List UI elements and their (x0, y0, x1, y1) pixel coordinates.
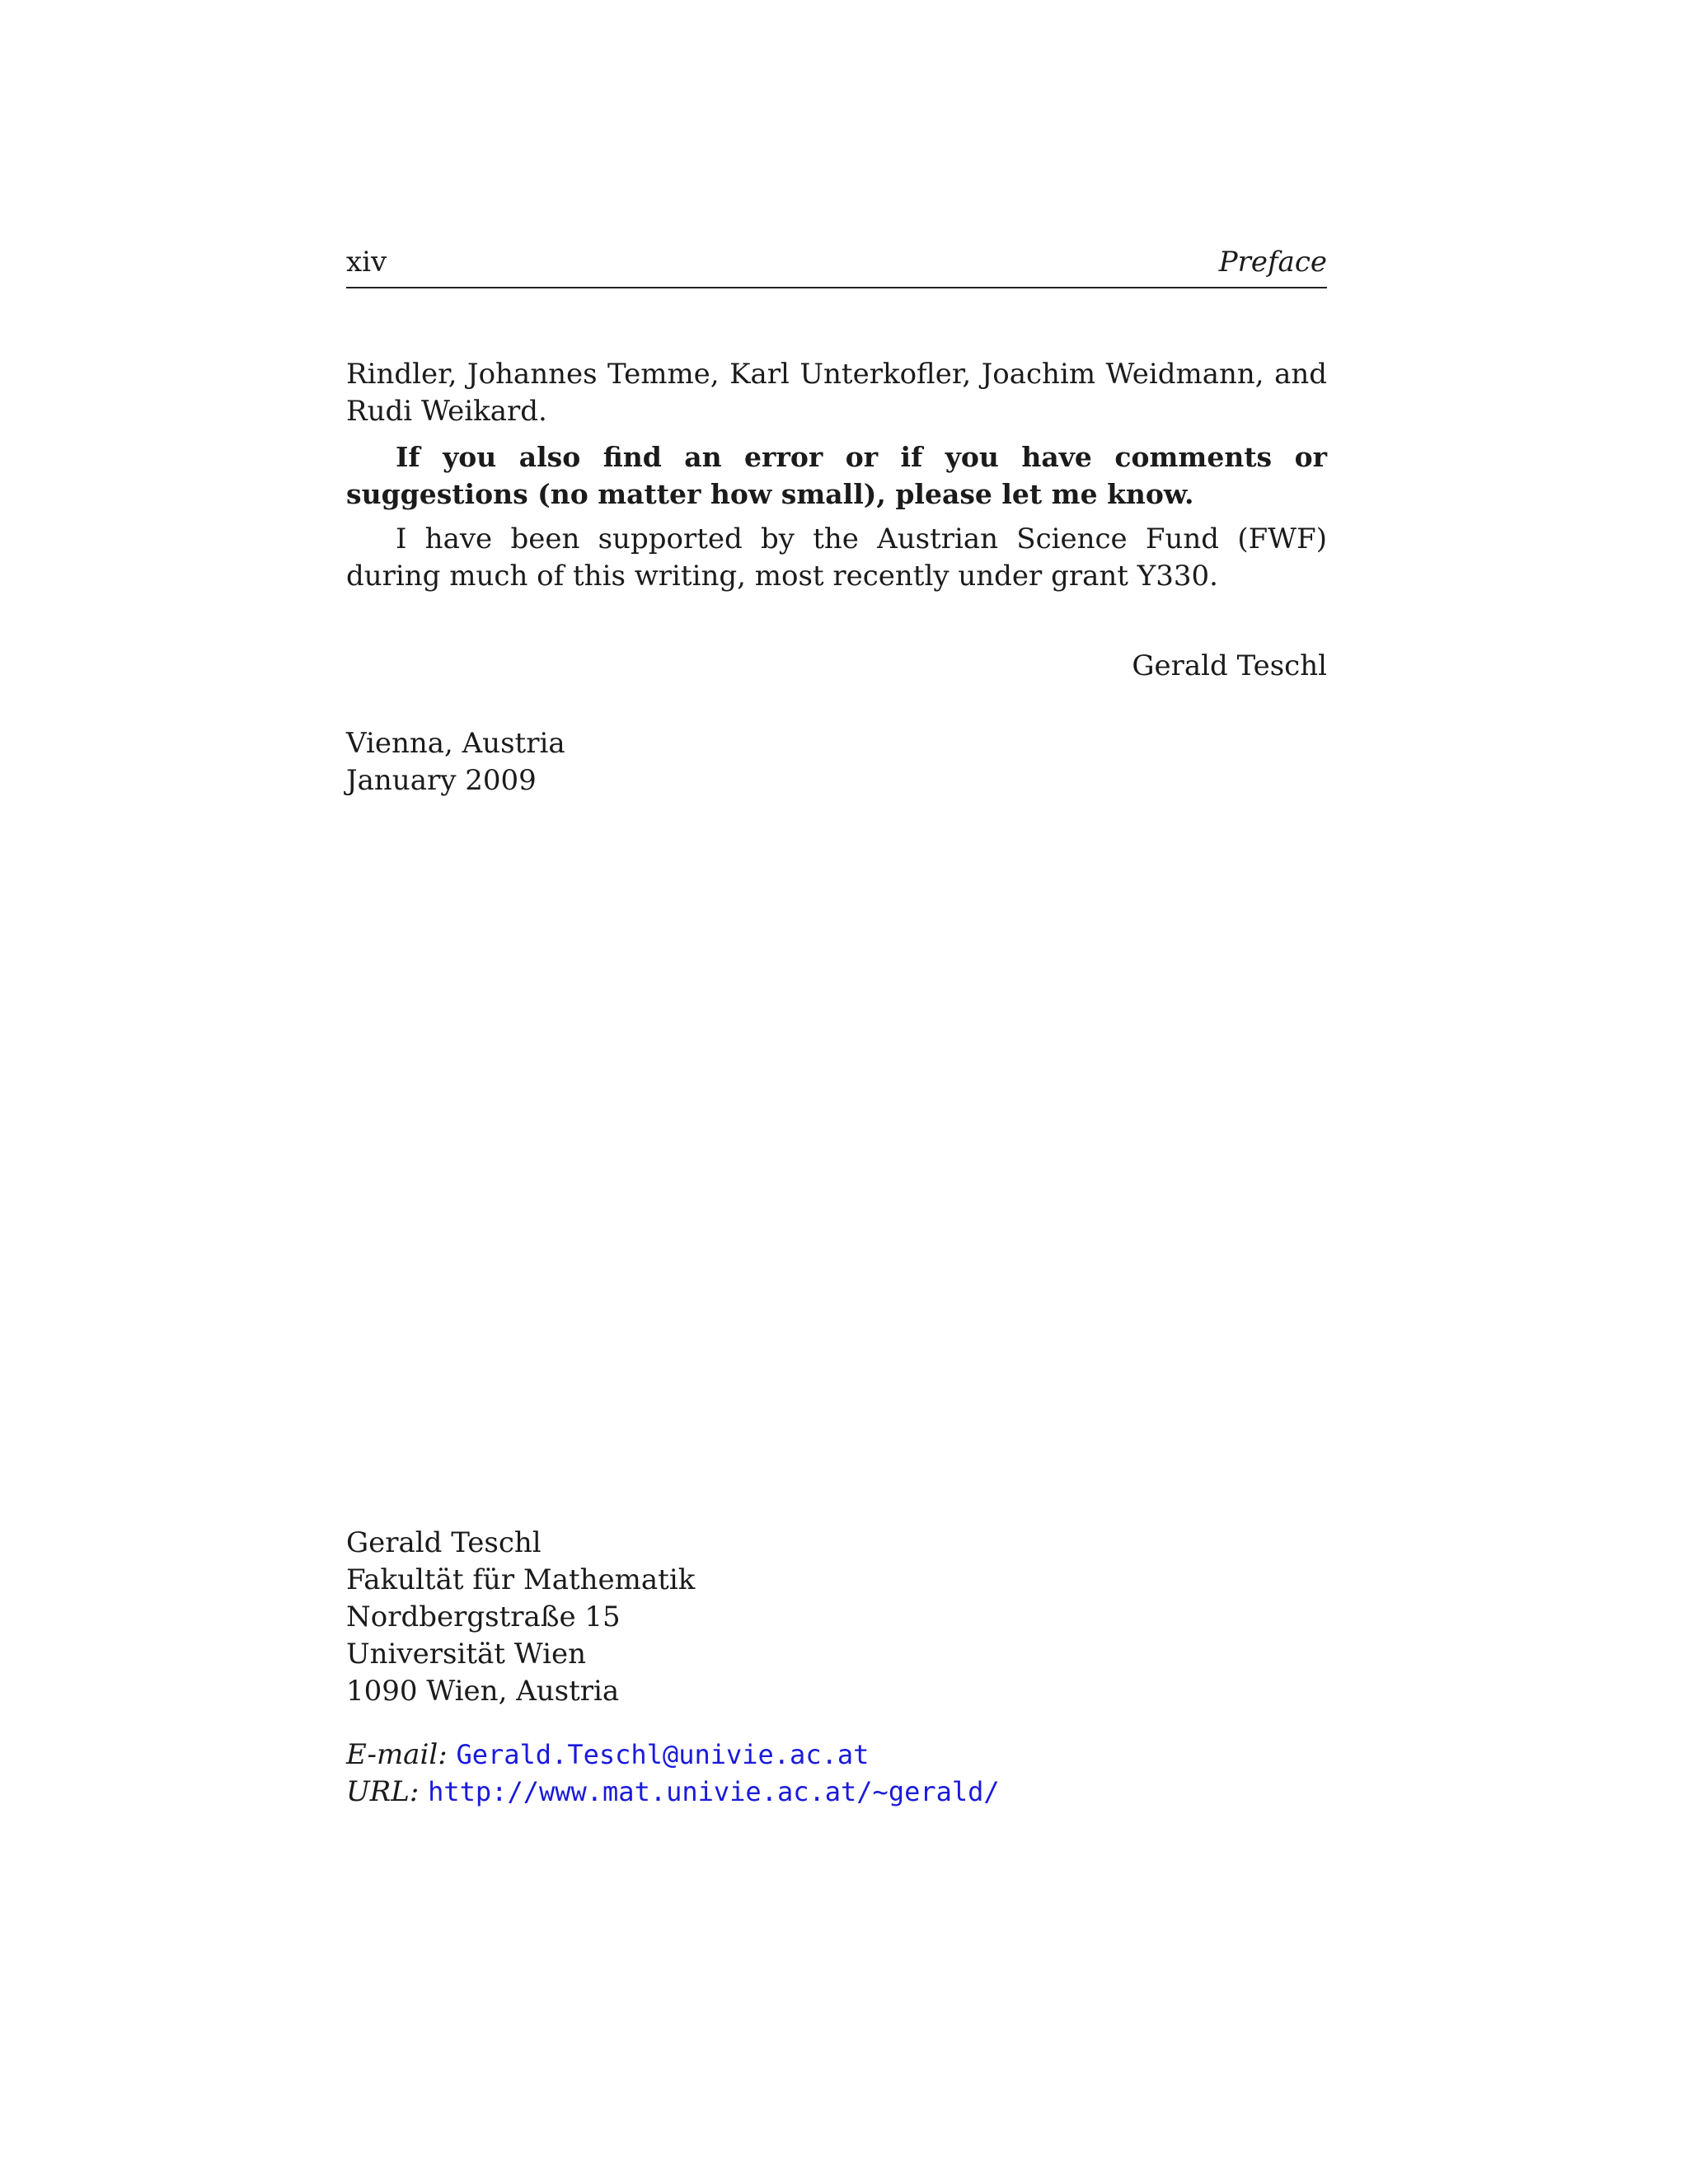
author-signature: Gerald Teschl (1132, 649, 1327, 682)
funding-acknowledgment: I have been supported by the Austrian Science Fund (FWF) during much of this writing, most recently under grant Y330. (346, 523, 1327, 593)
place-city: Vienna, Austria (346, 727, 565, 760)
error-report-request: If you also find an error or if you have comments or suggestions (no matter how small), please let me know. (346, 441, 1327, 510)
acknowledgment-continuation: Rindler, Johannes Temme, Karl Unterkofler, Joachim Weidmann, and Rudi Weikard. (346, 358, 1327, 428)
address-line: Gerald Teschl (346, 1526, 542, 1559)
running-title: Preface (1218, 246, 1327, 279)
page-number: xiv (346, 246, 387, 279)
url-label: URL: (346, 1775, 420, 1808)
author-contact (346, 1736, 1000, 1811)
email-link[interactable]: Gerald.Teschl@univie.ac.at (456, 1739, 870, 1770)
url-line (346, 1774, 1000, 1811)
place-and-date (346, 725, 565, 799)
address-line: 1090 Wien, Austria (346, 1675, 620, 1708)
homepage-link[interactable]: http://www.mat.univie.ac.at/~gerald/ (428, 1776, 1000, 1807)
email-line (346, 1736, 1000, 1774)
address-line: Nordbergstraße 15 (346, 1601, 621, 1633)
address-line: Fakultät für Mathematik (346, 1563, 696, 1596)
email-label: E-mail: (346, 1738, 448, 1771)
address-line: Universität Wien (346, 1638, 586, 1671)
page-header (346, 244, 1327, 288)
preface-body (346, 356, 1327, 595)
place-date: January 2009 (346, 764, 537, 797)
author-address (346, 1525, 695, 1710)
